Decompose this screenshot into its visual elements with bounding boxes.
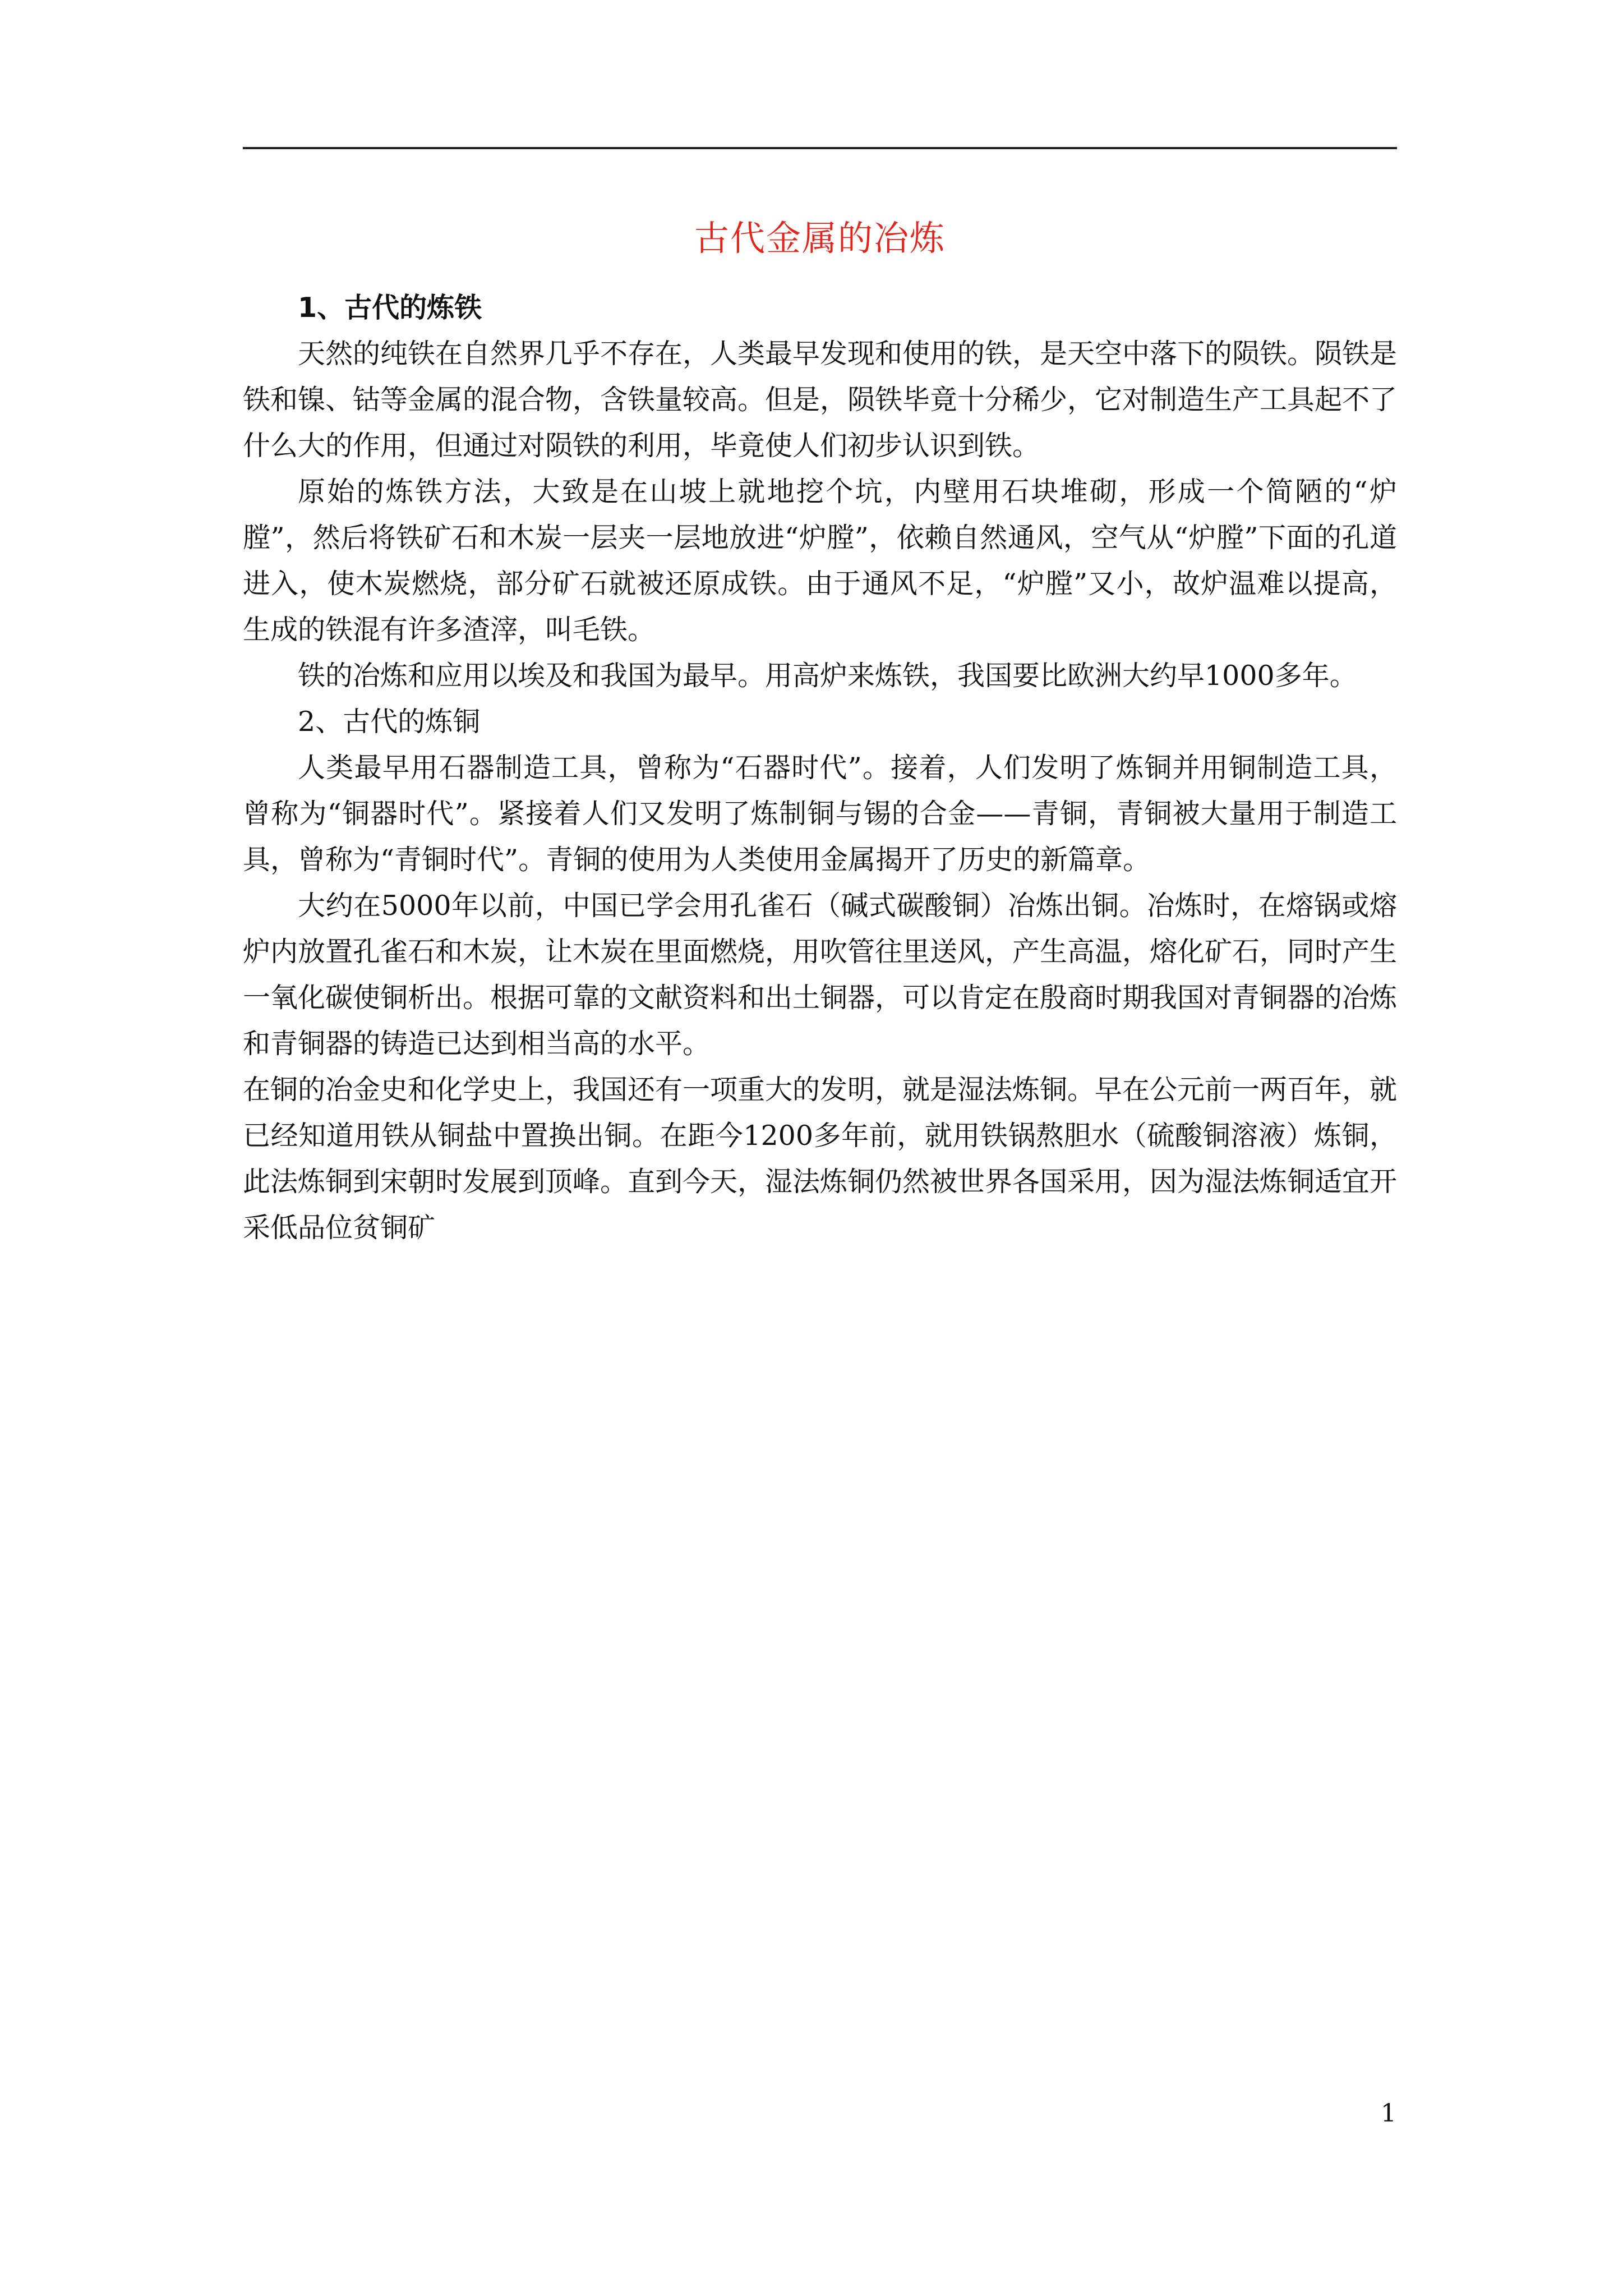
section-heading-iron: 1、古代的炼铁 (298, 292, 482, 324)
paragraph-meteoric-iron: 天然的纯铁在自然界几乎不存在，人类最早发现和使用的铁，是天空中落下的陨铁。陨铁是铁和镍、钴等金属的混合物，含铁量较高。但是，陨铁毕竟十分稀少，它对制造生产工具起不了什么大的作用，但通过对陨铁的利用，毕竟使人们初步认识到铁。 (243, 338, 1398, 462)
paragraph-hydrometallurgy: 在铜的冶金史和化学史上，我国还有一项重大的发明，就是湿法炼铜。早在公元前一两百年，就已经知道用铁从铜盐中置换出铜。在距今1200多年前，就用铁锅熬胆水（硫酸铜溶液）炼铜，此法炼铜到宋朝时发展到顶峰。直到今天，湿法炼铜仍然被世界各国采用，因为湿法炼铜适宜开采低品位贫铜矿 (243, 1074, 1398, 1244)
paragraph-primitive-smelting: 原始的炼铁方法，大致是在山坡上就地挖个坑，内壁用石块堆砌，形成一个简陋的“炉膛”，然后将铁矿石和木炭一层夹一层地放进“炉膛”，依赖自然通风，空气从“炉膛”下面的孔道进入，使木炭燃烧，部分矿石就被还原成铁。由于通风不足，“炉膛”又小，故炉温难以提高，生成的铁混有许多渣滓，叫毛铁。 (243, 476, 1397, 646)
document-title: 古代金属的冶炼 (694, 218, 946, 259)
paragraph-malachite-smelting: 大约在5000年以前，中国已学会用孔雀石（碱式碳酸铜）冶炼出铜。冶炼时，在熔锅或熔炉内放置孔雀石和木炭，让木炭在里面燃烧，用吹管往里送风，产生高温，熔化矿石，同时产生一氧化碳使铜析出。根据可靠的文献资料和出土铜器，可以肯定在殷商时期我国对青铜器的冶炼和青铜器的铸造已达到相当高的水平。 (243, 890, 1398, 1060)
page-number: 1 (1381, 2099, 1396, 2128)
section-heading-copper: 2、古代的炼铜 (298, 706, 481, 738)
paragraph-bronze-age: 人类最早用石器制造工具，曾称为“石器时代”。接着，人们发明了炼铜并用铜制造工具，曾称为“铜器时代”。紧接着人们又发明了炼制铜与锡的合金——青铜，青铜被大量用于制造工具，曾称为“青铜时代”。青铜的使用为人类使用金属揭开了历史的新篇章。 (243, 752, 1397, 876)
document-body (243, 285, 1397, 1251)
header-rule (243, 147, 1397, 149)
paragraph-iron-history: 铁的冶炼和应用以埃及和我国为最早。用高炉来炼铁，我国要比欧洲大约早1000多年。 (298, 660, 1357, 692)
